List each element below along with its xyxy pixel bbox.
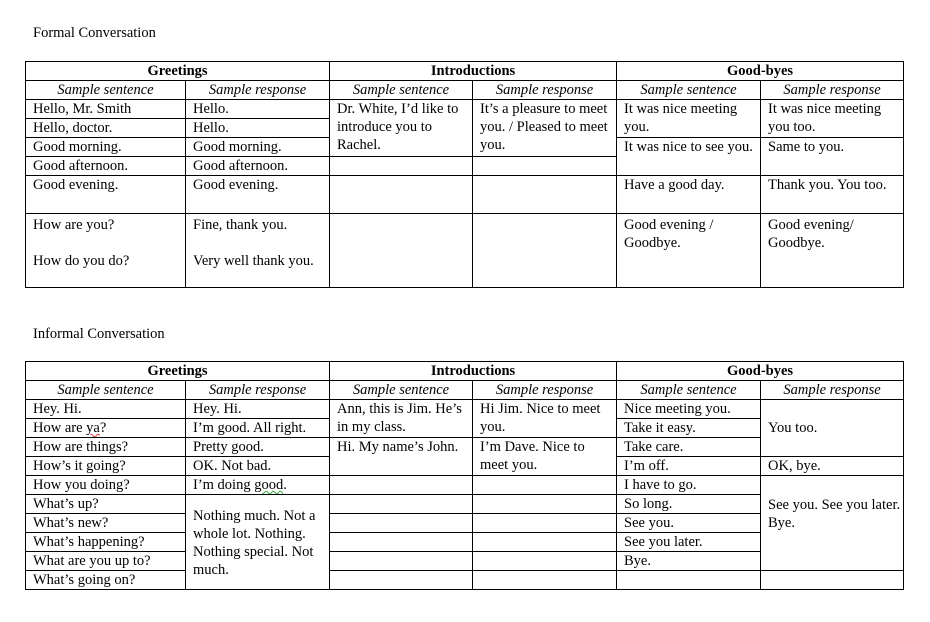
table-cell: Take it easy. <box>617 419 761 438</box>
table-cell: Dr. White, I’d like to introduce you to Rachel. <box>330 100 473 157</box>
table-cell: Pretty good. <box>186 438 330 457</box>
column-header-sentence: Sample sentence <box>617 81 761 100</box>
empty-cell <box>330 157 473 176</box>
table-cell <box>26 214 186 288</box>
group-header-greetings: Greetings <box>26 362 330 381</box>
empty-cell <box>330 552 473 571</box>
table-cell: Good evening / Goodbye. <box>617 214 761 288</box>
empty-cell <box>761 571 904 590</box>
formal-section-title: Formal Conversation <box>33 25 156 41</box>
table-cell: Hey. Hi. <box>186 400 330 419</box>
table-cell: Hello, doctor. <box>26 119 186 138</box>
column-header-sentence: Sample sentence <box>617 381 761 400</box>
table-cell: You too. <box>761 400 904 457</box>
empty-cell <box>330 533 473 552</box>
column-header-sentence: Sample sentence <box>330 81 473 100</box>
table-cell: What’s up? <box>26 495 186 514</box>
table-cell: I’m off. <box>617 457 761 476</box>
group-header-goodbyes: Good-byes <box>617 62 904 81</box>
table-cell: Good evening/ Goodbye. <box>761 214 904 288</box>
column-header-response: Sample response <box>473 81 617 100</box>
table-cell: What’s going on? <box>26 571 186 590</box>
empty-cell <box>473 176 617 214</box>
table-cell: Good evening. <box>186 176 330 214</box>
column-header-response: Sample response <box>186 81 330 100</box>
table-cell: Good evening. <box>26 176 186 214</box>
group-header-introductions: Introductions <box>330 62 617 81</box>
empty-cell <box>473 157 617 176</box>
table-cell: Ann, this is Jim. He’s in my class. <box>330 400 473 438</box>
table-cell: Good afternoon. <box>186 157 330 176</box>
table-cell: Good morning. <box>186 138 330 157</box>
group-header-goodbyes: Good-byes <box>617 362 904 381</box>
table-cell: How are things? <box>26 438 186 457</box>
table-cell: I have to go. <box>617 476 761 495</box>
spellcheck-flagged-word: ya <box>86 420 100 436</box>
cell-line: Fine, thank you. <box>193 217 288 233</box>
cell-text: ? <box>99 420 107 436</box>
table-cell: Good afternoon. <box>26 157 186 176</box>
empty-cell <box>473 533 617 552</box>
table-cell: How you doing? <box>26 476 186 495</box>
table-cell: What are you up to? <box>26 552 186 571</box>
cell-text: I’m doing <box>193 477 255 493</box>
table-cell: Nice meeting you. <box>617 400 761 419</box>
table-cell: OK, bye. <box>761 457 904 476</box>
column-header-response: Sample response <box>761 81 904 100</box>
empty-cell <box>330 176 473 214</box>
table-cell: Nothing much. Not a whole lot. Nothing. Nothing special. Not much. <box>186 495 330 590</box>
empty-cell <box>330 514 473 533</box>
table-cell: It was nice to see you. <box>617 138 761 176</box>
table-cell: Good morning. <box>26 138 186 157</box>
column-header-sentence: Sample sentence <box>330 381 473 400</box>
group-header-introductions: Introductions <box>330 362 617 381</box>
table-cell: Same to you. <box>761 138 904 176</box>
table-cell <box>26 419 186 438</box>
empty-cell <box>473 214 617 288</box>
table-cell: Have a good day. <box>617 176 761 214</box>
cell-line: How do you do? <box>33 253 130 269</box>
table-cell: I’m good. All right. <box>186 419 330 438</box>
table-cell: Hey. Hi. <box>26 400 186 419</box>
empty-cell <box>330 571 473 590</box>
cell-text: . <box>283 477 287 493</box>
table-cell: What’s new? <box>26 514 186 533</box>
informal-conversation-table <box>25 361 904 590</box>
cell-text: How are <box>33 420 87 436</box>
table-cell: Bye. <box>617 552 761 571</box>
cell-line: Very well thank you. <box>193 253 314 269</box>
table-cell: OK. Not bad. <box>186 457 330 476</box>
empty-cell <box>330 476 473 495</box>
table-cell: It was nice meeting you too. <box>761 100 904 138</box>
table-cell: It was nice meeting you. <box>617 100 761 138</box>
empty-cell <box>473 552 617 571</box>
column-header-response: Sample response <box>186 381 330 400</box>
table-cell: Hello, Mr. Smith <box>26 100 186 119</box>
table-cell: How’s it going? <box>26 457 186 476</box>
table-cell: See you. See you later. Bye. <box>761 476 904 571</box>
table-cell: Hello. <box>186 100 330 119</box>
grammar-flagged-word: good <box>254 477 284 493</box>
table-cell <box>186 214 330 288</box>
column-header-response: Sample response <box>761 381 904 400</box>
table-cell: I’m Dave. Nice to meet you. <box>473 438 617 476</box>
formal-conversation-table <box>25 61 904 288</box>
table-cell <box>186 476 330 495</box>
empty-cell <box>473 514 617 533</box>
cell-line: How are you? <box>33 217 115 233</box>
table-cell: What’s happening? <box>26 533 186 552</box>
empty-cell <box>330 214 473 288</box>
table-cell: Hello. <box>186 119 330 138</box>
empty-cell <box>617 571 761 590</box>
table-cell: Hi. My name’s John. <box>330 438 473 476</box>
empty-cell <box>473 476 617 495</box>
table-cell: Thank you. You too. <box>761 176 904 214</box>
table-cell: See you. <box>617 514 761 533</box>
table-cell: Hi Jim. Nice to meet you. <box>473 400 617 438</box>
empty-cell <box>330 495 473 514</box>
table-cell: See you later. <box>617 533 761 552</box>
informal-section-title: Informal Conversation <box>33 326 165 342</box>
column-header-sentence: Sample sentence <box>26 81 186 100</box>
column-header-sentence: Sample sentence <box>26 381 186 400</box>
group-header-greetings: Greetings <box>26 62 330 81</box>
table-cell: Take care. <box>617 438 761 457</box>
table-cell: So long. <box>617 495 761 514</box>
empty-cell <box>473 571 617 590</box>
table-cell: It’s a pleasure to meet you. / Pleased to meet you. <box>473 100 617 157</box>
column-header-response: Sample response <box>473 381 617 400</box>
empty-cell <box>473 495 617 514</box>
